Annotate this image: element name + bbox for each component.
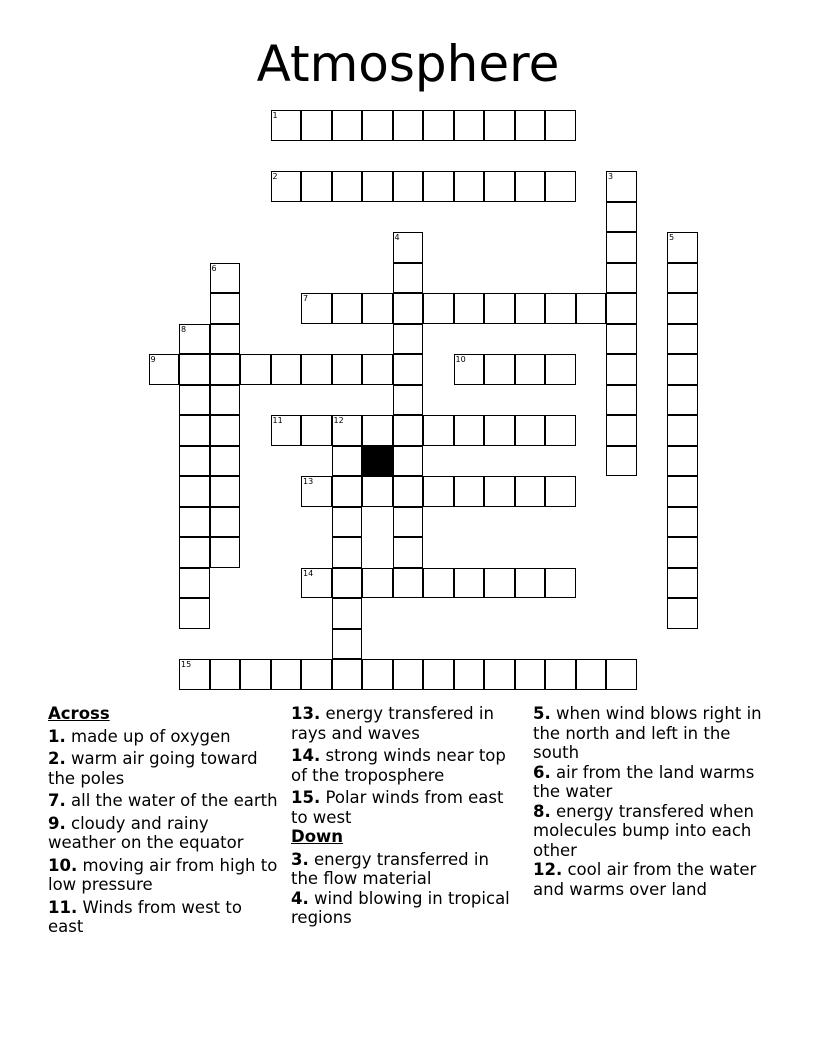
grid-cell[interactable] [332, 415, 363, 446]
grid-cell[interactable] [271, 415, 302, 446]
grid-cell[interactable] [393, 476, 424, 507]
grid-cell[interactable] [667, 537, 698, 568]
grid-cell[interactable] [545, 354, 576, 385]
grid-cell[interactable] [210, 324, 241, 355]
grid-cell[interactable] [423, 659, 454, 690]
grid-cell[interactable] [667, 568, 698, 599]
grid-cell[interactable] [667, 385, 698, 416]
clue-across-9: 9. cloudy and rainy weather on the equator [48, 813, 244, 852]
grid-cell[interactable] [393, 507, 424, 538]
grid-cell[interactable] [667, 354, 698, 385]
grid-cell[interactable] [332, 110, 363, 141]
grid-cell[interactable] [667, 446, 698, 477]
grid-cell[interactable] [454, 171, 485, 202]
clue-number: 10 [455, 355, 466, 364]
grid-cell[interactable] [149, 354, 180, 385]
clue-number: 14 [303, 568, 314, 578]
blocked-cell [362, 446, 393, 477]
grid-cell[interactable] [179, 446, 210, 477]
clue-down-8: 8. energy transfered when molecules bump into each other [533, 801, 754, 860]
grid-cell[interactable] [606, 324, 637, 355]
grid-cell[interactable] [606, 659, 637, 690]
grid-cell[interactable] [606, 354, 637, 385]
clue-across-10: 10. moving air from high to low pressure [48, 855, 278, 894]
grid-cell[interactable] [332, 507, 363, 538]
grid-cell[interactable] [179, 415, 210, 446]
grid-cell[interactable] [423, 568, 454, 599]
grid-cell[interactable] [332, 354, 363, 385]
grid-cell[interactable] [393, 354, 424, 385]
clue-number: 1 [272, 111, 278, 120]
grid-cell[interactable] [179, 385, 210, 416]
grid-cell[interactable] [667, 324, 698, 355]
grid-cell[interactable] [667, 598, 698, 629]
grid-cell[interactable] [515, 659, 546, 690]
down-header: Down [291, 827, 344, 846]
grid-cell[interactable] [423, 171, 454, 202]
grid-cell[interactable] [301, 171, 332, 202]
grid-cell[interactable] [332, 476, 363, 507]
clue-number: 11 [272, 416, 283, 425]
clue-number: 7 [303, 294, 309, 303]
grid-cell[interactable] [423, 415, 454, 446]
grid-cell[interactable] [454, 293, 485, 324]
clue-number: 3 [608, 172, 614, 181]
grid-cell[interactable] [271, 110, 302, 141]
grid-cell[interactable] [454, 415, 485, 446]
grid-cell[interactable] [179, 476, 210, 507]
grid-cell[interactable] [301, 659, 332, 690]
clue-across-2: 2. warm air going toward the poles [48, 749, 258, 788]
grid-cell[interactable] [179, 507, 210, 538]
grid-cell[interactable] [606, 446, 637, 477]
grid-cell[interactable] [332, 293, 363, 324]
grid-cell[interactable] [393, 110, 424, 141]
puzzle-title: Atmosphere [256, 35, 560, 93]
clue-number: 2 [272, 172, 278, 181]
clue-column-2 [291, 704, 519, 928]
grid-cell[interactable] [393, 263, 424, 294]
clue-across-14: 14. strong winds near top of the troposphere [291, 746, 506, 785]
grid-cell[interactable] [484, 110, 515, 141]
grid-cell[interactable] [271, 354, 302, 385]
grid-cell[interactable] [515, 354, 546, 385]
grid-cell[interactable] [362, 415, 393, 446]
grid-cell[interactable] [332, 537, 363, 568]
grid-cell[interactable] [393, 659, 424, 690]
grid-cell[interactable] [332, 171, 363, 202]
clue-across-1: 1. made up of oxygen [48, 726, 231, 746]
grid-cell[interactable] [210, 385, 241, 416]
grid-cell[interactable] [576, 659, 607, 690]
grid-cell[interactable] [545, 415, 576, 446]
grid-cell[interactable] [606, 232, 637, 263]
grid-cell[interactable] [667, 415, 698, 446]
grid-cell[interactable] [423, 110, 454, 141]
grid-cell[interactable] [210, 293, 241, 324]
grid-cell[interactable] [301, 415, 332, 446]
clue-across-11: 11. Winds from west to east [48, 897, 242, 936]
grid-cell[interactable] [667, 232, 698, 263]
grid-cell[interactable] [301, 476, 332, 507]
grid-cell[interactable] [454, 476, 485, 507]
clue-across-15: 15. Polar winds from east to west [291, 788, 504, 827]
grid-cell[interactable] [667, 263, 698, 294]
grid-cell[interactable] [393, 415, 424, 446]
grid-cell[interactable] [362, 659, 393, 690]
grid-cell[interactable] [545, 659, 576, 690]
grid-cell[interactable] [240, 354, 271, 385]
grid-cell[interactable] [301, 293, 332, 324]
grid-cell[interactable] [454, 110, 485, 141]
grid-cell[interactable] [210, 354, 241, 385]
grid-cell[interactable] [667, 293, 698, 324]
grid-cell[interactable] [210, 263, 241, 294]
grid-cell[interactable] [179, 659, 210, 690]
grid-cell[interactable] [545, 110, 576, 141]
clue-down-4: 4. wind blowing in tropical regions [291, 888, 510, 927]
grid-cell[interactable] [393, 446, 424, 477]
grid-cell[interactable] [301, 568, 332, 599]
grid-cell[interactable] [393, 537, 424, 568]
clue-across-13: 13. energy transfered in rays and waves [291, 704, 494, 743]
grid-cell[interactable] [301, 110, 332, 141]
grid-cell[interactable] [667, 476, 698, 507]
grid-cell[interactable] [210, 507, 241, 538]
clue-number: 8 [181, 324, 187, 334]
grid-cell[interactable] [484, 476, 515, 507]
grid-cell[interactable] [423, 293, 454, 324]
grid-cell[interactable] [179, 354, 210, 385]
clue-across-7: 7. all the water of the earth [48, 791, 278, 810]
grid-cell[interactable] [393, 293, 424, 324]
grid-cell[interactable] [393, 568, 424, 599]
grid-cell[interactable] [515, 171, 546, 202]
grid-cell[interactable] [606, 171, 637, 202]
grid-cell[interactable] [454, 568, 485, 599]
clue-number: 5 [669, 233, 675, 242]
grid-cell[interactable] [515, 568, 546, 599]
grid-cell[interactable] [484, 568, 515, 599]
grid-cell[interactable] [179, 598, 210, 629]
grid-cell[interactable] [179, 324, 210, 355]
clue-column-1 [48, 704, 280, 937]
grid-cell[interactable] [484, 354, 515, 385]
clue-down-3: 3. energy transferred in the flow material [291, 849, 489, 888]
grid-cell[interactable] [484, 293, 515, 324]
grid-cell[interactable] [362, 476, 393, 507]
clue-number: 12 [333, 416, 344, 425]
grid-cell[interactable] [454, 659, 485, 690]
clue-number: 13 [303, 477, 314, 486]
clue-down-6: 6. air from the land warms the water [533, 762, 755, 801]
grid-cell[interactable] [210, 476, 241, 507]
grid-cell[interactable] [515, 476, 546, 507]
grid-cell[interactable] [240, 659, 271, 690]
grid-cell[interactable] [545, 171, 576, 202]
clue-number: 6 [211, 263, 217, 273]
grid-cell[interactable] [606, 263, 637, 294]
grid-cell[interactable] [301, 354, 332, 385]
grid-cell[interactable] [362, 171, 393, 202]
grid-cell[interactable] [423, 476, 454, 507]
grid-cell[interactable] [271, 171, 302, 202]
clue-number: 4 [394, 233, 400, 242]
grid-cell[interactable] [606, 202, 637, 233]
grid-cell[interactable] [515, 110, 546, 141]
grid-cell[interactable] [606, 415, 637, 446]
grid-cell[interactable] [332, 629, 363, 660]
grid-cell[interactable] [179, 537, 210, 568]
grid-cell[interactable] [576, 293, 607, 324]
grid-cell[interactable] [393, 385, 424, 416]
grid-cell[interactable] [362, 293, 393, 324]
across-header: Across [48, 704, 110, 723]
clue-number: 15 [181, 660, 192, 669]
grid-cell[interactable] [332, 659, 363, 690]
grid-cell[interactable] [484, 415, 515, 446]
grid-cell[interactable] [362, 568, 393, 599]
grid-cell[interactable] [362, 354, 393, 385]
clue-down-5: 5. when wind blows right in the north and left in the south [533, 704, 762, 762]
grid-cell[interactable] [393, 324, 424, 355]
grid-cell[interactable] [393, 232, 424, 263]
grid-cell[interactable] [484, 659, 515, 690]
grid-cell[interactable] [210, 446, 241, 477]
grid-cell[interactable] [332, 598, 363, 629]
grid-cell[interactable] [667, 507, 698, 538]
clue-down-12: 12. cool air from the water and warms over land [533, 860, 757, 899]
grid-cell[interactable] [606, 293, 637, 324]
clue-column-3 [533, 704, 773, 899]
grid-cell[interactable] [545, 568, 576, 599]
clue-number: 9 [150, 355, 156, 364]
grid-cell[interactable] [515, 415, 546, 446]
grid-cell[interactable] [454, 354, 485, 385]
grid-cell[interactable] [332, 568, 363, 599]
grid-cell[interactable] [210, 537, 241, 568]
grid-cell[interactable] [179, 568, 210, 599]
grid-cell[interactable] [393, 171, 424, 202]
grid-cell[interactable] [515, 293, 546, 324]
grid-cell[interactable] [484, 171, 515, 202]
grid-cell[interactable] [210, 659, 241, 690]
grid-cell[interactable] [210, 415, 241, 446]
grid-cell[interactable] [606, 385, 637, 416]
grid-cell[interactable] [545, 293, 576, 324]
grid-cell[interactable] [271, 659, 302, 690]
grid-cell[interactable] [332, 446, 363, 477]
grid-cell[interactable] [545, 476, 576, 507]
grid-cell[interactable] [362, 110, 393, 141]
